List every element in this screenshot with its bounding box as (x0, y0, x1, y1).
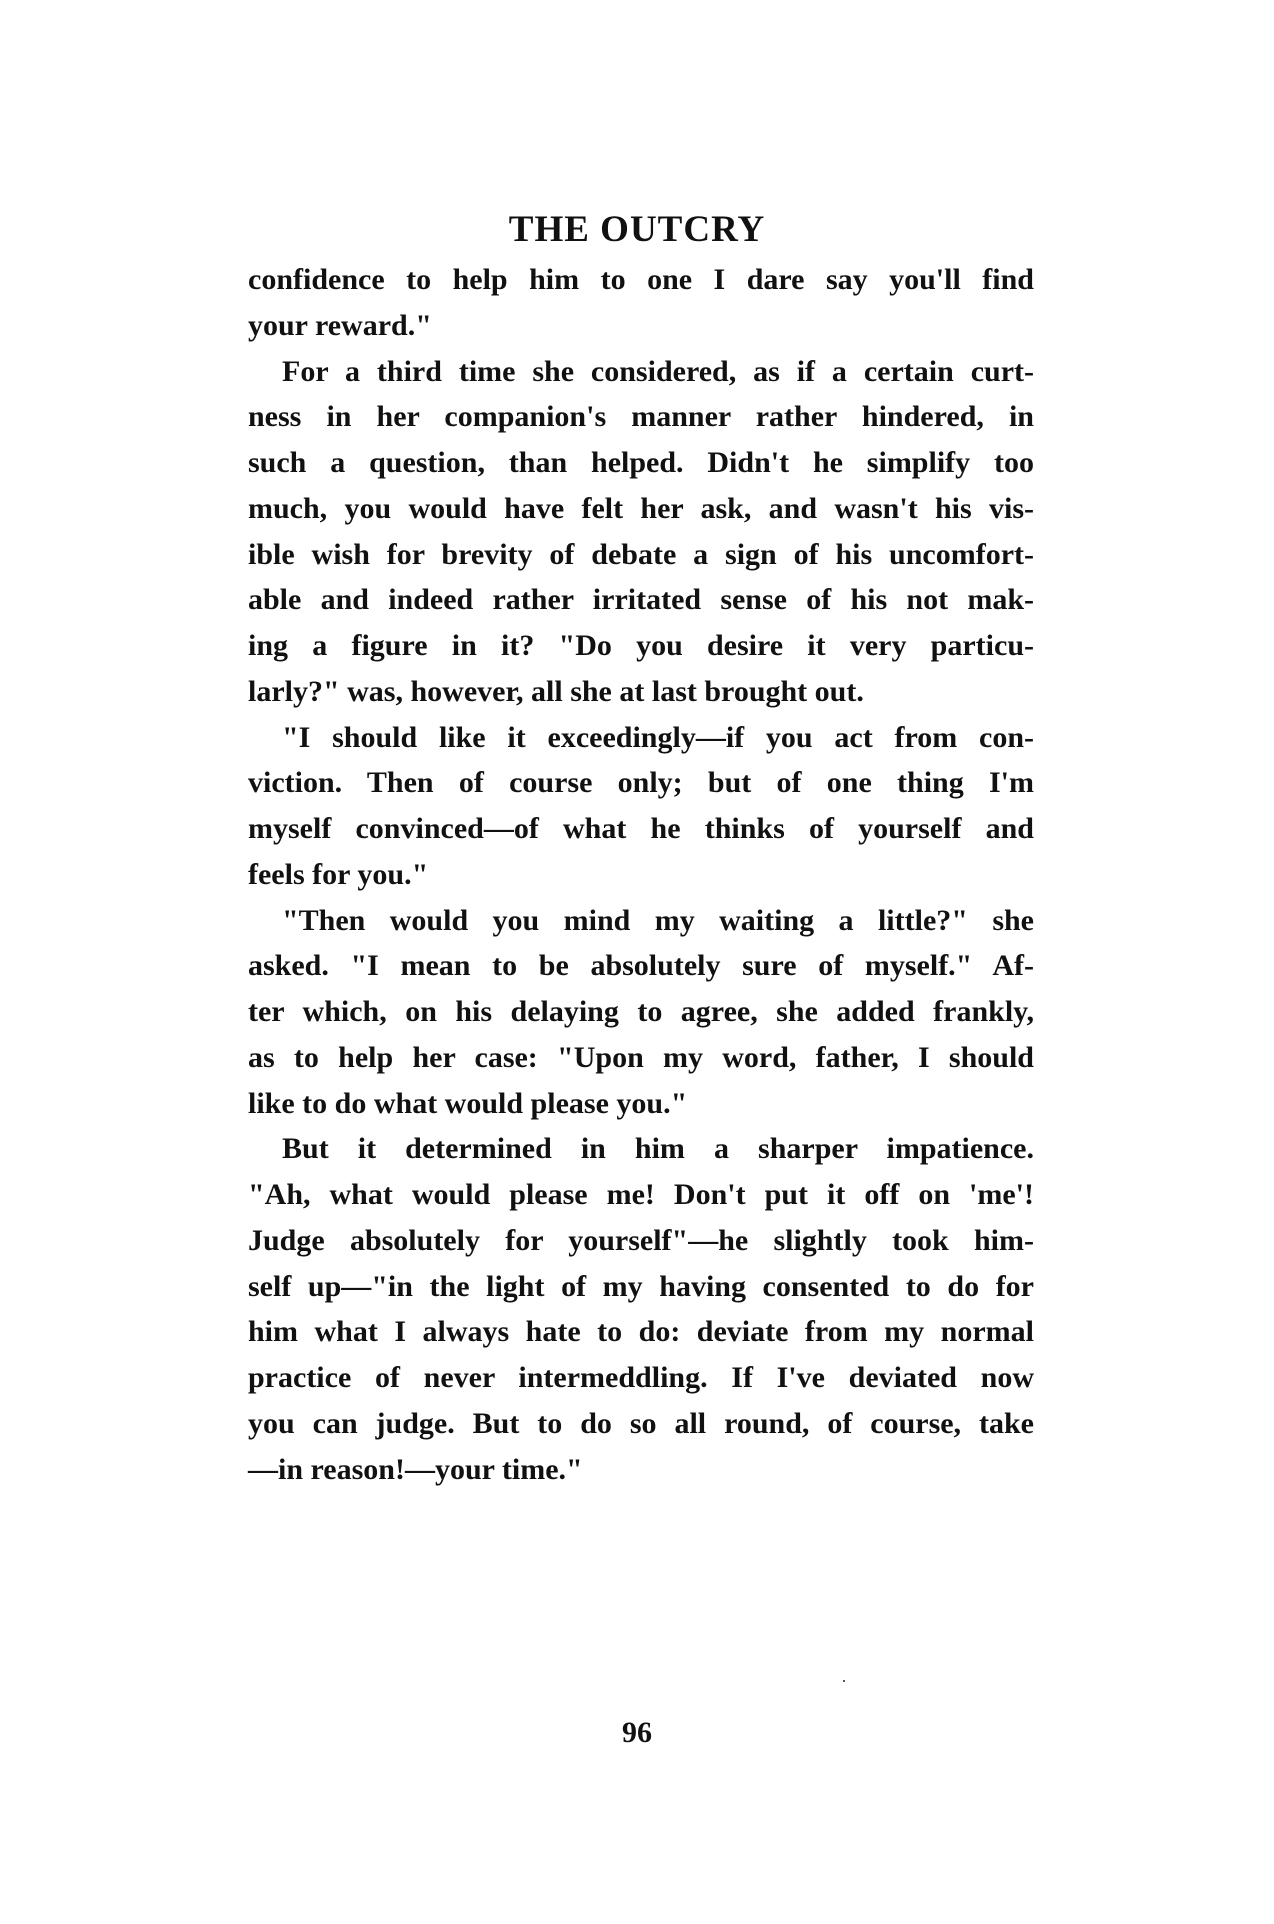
running-head: THE OUTCRY (508, 209, 766, 250)
text-line: such a question, than helped. Didn't he simplify too (248, 446, 1034, 479)
text-line: "I should like it exceedingly—if you act from con- (282, 720, 1034, 754)
text-line: larly?" was, however, all she at last brought out. (248, 674, 864, 708)
text-line: ness in her companion's manner rather hindered, in (248, 400, 1034, 434)
ink-speck (843, 1680, 845, 1682)
text-line: able and indeed rather irritated sense of his not mak- (248, 583, 1034, 617)
text-line: But it determined in him a sharper impatience. (282, 1132, 1034, 1166)
text-line: practice of never intermeddling. If I've deviated now (248, 1361, 1034, 1394)
text-line: much, you would have felt her ask, and wasn't his vis- (248, 491, 1034, 525)
text-line: "Ah, what would please me! Don't put it off on 'me'! (248, 1178, 1034, 1211)
text-line: viction. Then of course only; but of one thing I'm (248, 766, 1034, 800)
text-line: ing a figure in it? "Do you desire it very particu- (248, 629, 1034, 662)
text-line: ter which, on his delaying to agree, she added frankly, (248, 995, 1034, 1028)
text-line: asked. "I mean to be absolutely sure of myself." Af- (248, 949, 1034, 983)
text-line: For a third time she considered, as if a certain curt- (282, 354, 1034, 388)
text-line: self up—"in the light of my having consented to do for (248, 1269, 1034, 1303)
text-line: confidence to help him to one I dare say you'll find (248, 263, 1034, 296)
text-line: —in reason!—your time." (248, 1452, 583, 1486)
text-line: ible wish for brevity of debate a sign of his uncomfort- (248, 537, 1034, 571)
text-line: feels for you." (248, 857, 429, 891)
text-line: your reward." (248, 308, 432, 342)
text-line: myself convinced—of what he thinks of yourself and (248, 812, 1034, 845)
text-line: "Then would you mind my waiting a little?" she (282, 903, 1034, 937)
text-line: like to do what would please you." (248, 1086, 688, 1120)
text-line: as to help her case: "Upon my word, father, I should (248, 1040, 1034, 1074)
page-number: 96 (622, 1716, 652, 1749)
text-line: you can judge. But to do so all round, of course, take (248, 1406, 1034, 1440)
body-text (248, 257, 1034, 1492)
text-line: him what I always hate to do: deviate from my normal (248, 1315, 1034, 1349)
text-line: Judge absolutely for yourself"—he slightly took him- (248, 1223, 1034, 1257)
